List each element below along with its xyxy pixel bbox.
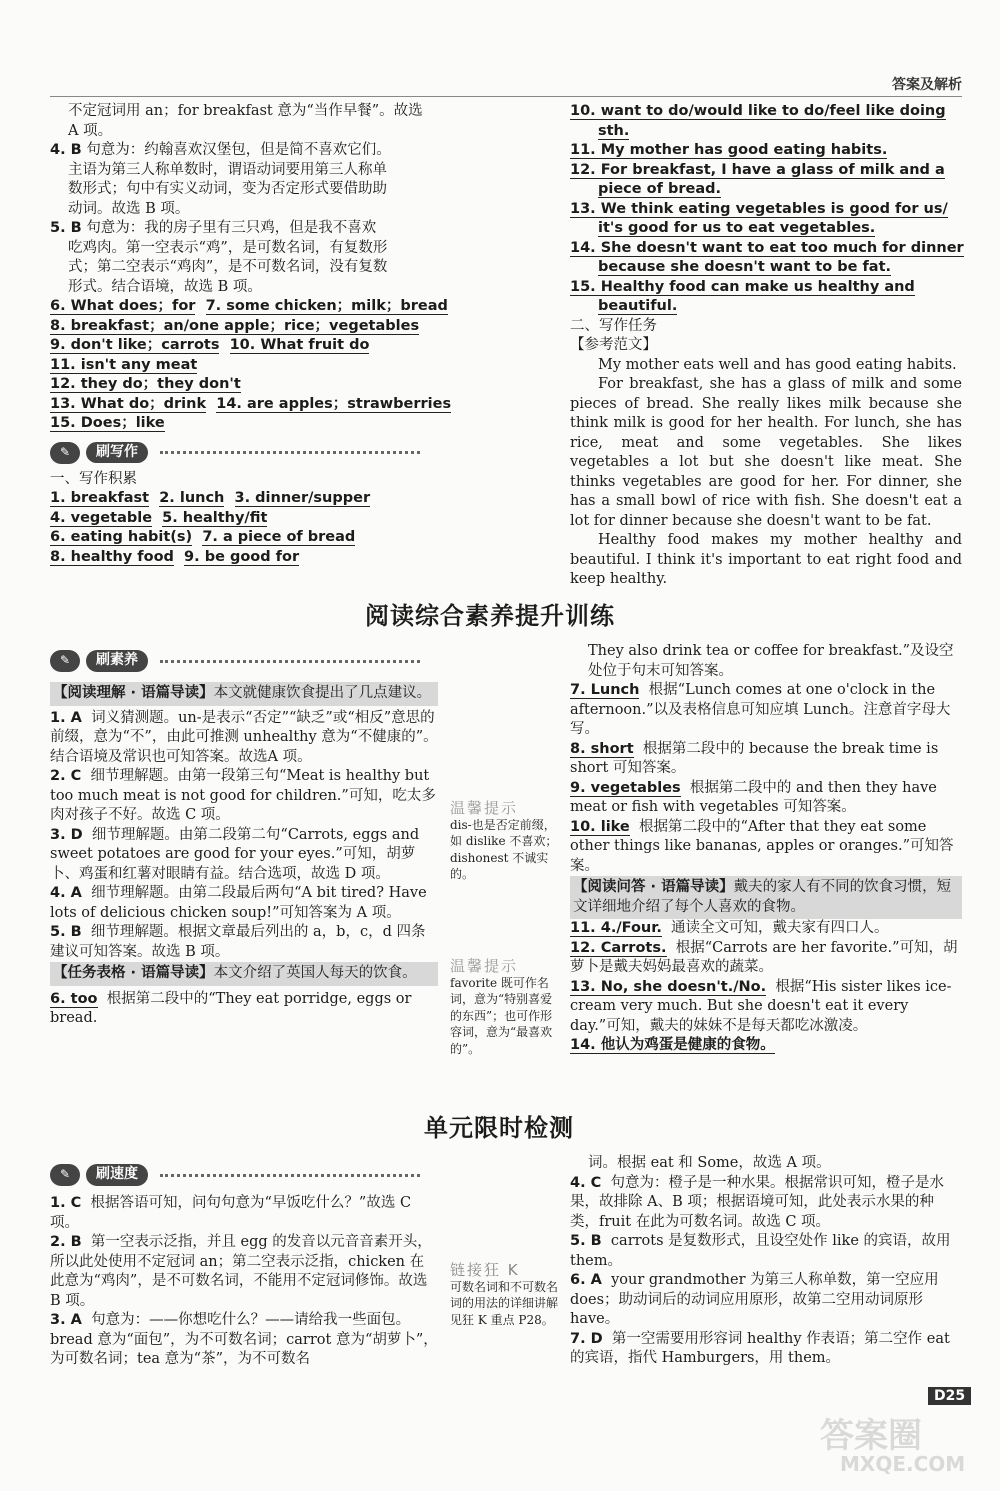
- answer-item: 11. 4./Four. 通读全文可知，戴夫家有四口人。: [570, 920, 889, 936]
- answer-item: 9. vegetables 根据第二段中的 and then they have meat or fish with vegetables 可知答案。: [570, 779, 937, 815]
- answer-item: 12. For breakfast, I have a glass of milk and a: [570, 161, 945, 178]
- answer-item: 13. No, she doesn't./No. 根据“His sister likes ice-cream very much. But she doesn't eat it every day.”可知，戴夫的妹妹不是每天都吃冰激凌。: [570, 978, 952, 1034]
- answer-text: 句意为：我的房子里有三只鸡，但是我不喜欢: [86, 220, 377, 236]
- answer-continuation: 词。根据 eat 和 Some，故选 A 项。: [588, 1155, 831, 1171]
- answer-text: 句意为：约翰喜欢汉堡包，但是简不喜欢它们。: [86, 142, 391, 158]
- writing-badge: [50, 442, 440, 464]
- section-title: 阅读综合素养提升训练: [365, 602, 615, 630]
- reference-essay: [570, 356, 962, 590]
- book-icon: ✎: [50, 442, 80, 464]
- answer-continuation: They also drink tea or coffee for breakfast.”及设空处位于句末可知答案。: [588, 643, 954, 679]
- answer-item: 2. C 细节理解题。由第一段第三句“Meat is healthy but too much meat is not good for children.”可知，吃太多肉对孩子不好。故选 C 项。: [50, 768, 436, 823]
- unit-left-column: [50, 1164, 438, 1370]
- tip-title: 温馨提示: [450, 799, 519, 817]
- answer-item: 14. She doesn't want to eat too much for dinner: [570, 239, 964, 256]
- tip-note: [450, 800, 558, 883]
- answer-item: 7. Lunch 根据“Lunch comes at one o'clock in the afternoon.”以及表格信息可知应填 Lunch。注意首字母大写。: [570, 682, 951, 737]
- tip-text: dis-也是否定前缀，如 dislike 不喜欢；dishonest 不诚实的。: [450, 817, 558, 881]
- reading-left-column: [50, 650, 438, 1029]
- top-right-column: [570, 102, 962, 590]
- answer-item: 1. A 词义猜测题。un-是表示“否定”“缺乏”或“相反”意思的前缀，意为“不”，由此可推测 unhealthy 意为“不健康的”。结合语境及常识也可知答案。故选A 项。: [50, 709, 438, 765]
- answer-item: 7. D 第一空需要用形容词 healthy 作表语；第二空作 eat 的宾语，指代 Hamburgers，用 them。: [570, 1330, 950, 1366]
- answer-text: 形式。结合语境，故选 B 项。: [68, 278, 262, 295]
- section-title: 单元限时检测: [424, 1114, 574, 1142]
- literacy-badge: [50, 650, 438, 672]
- answer-item: 4. vegetable 5. healthy/fit: [50, 509, 268, 526]
- answer-item: 14. 他认为鸡蛋是健康的食物。: [570, 1037, 775, 1053]
- answer-continuation: A 项。: [68, 122, 113, 139]
- answer-item: [50, 141, 440, 161]
- dotted-rule: [160, 660, 420, 663]
- answer-item: 9. don't like；carrots 10. What fruit do: [50, 337, 370, 353]
- answer-item: 6. What does；for 7. some chicken；milk；bread: [50, 298, 448, 314]
- answer-item: 6. too 根据第二段中的“They eat porridge, eggs or bread.: [50, 990, 412, 1026]
- badge-label: 刷速度: [86, 1164, 148, 1186]
- page-number: D25: [928, 1388, 971, 1404]
- answer-text: 动词。故选 B 项。: [68, 200, 190, 217]
- watermark-site: MXQE.COM: [840, 1452, 966, 1476]
- top-left-column: [50, 102, 452, 567]
- tip-text: 可数名词和不可数名词的用法的详细讲解见狂 K 重点 P28。: [450, 1279, 559, 1327]
- answer-item: 3. D 细节理解题。由第二段第二句“Carrots, eggs and sweet potatoes are good for your eyes.”可知，胡萝卜、鸡蛋和红薯对眼睛有益。结合选项，故选 D 项。: [50, 826, 420, 882]
- answer-item: because she doesn't want to be fat.: [598, 259, 892, 275]
- answer-item: sth.: [598, 122, 630, 139]
- answer-item: 13. We think eating vegetables is good for us/: [570, 200, 948, 217]
- section-heading: 二、写作任务: [570, 317, 657, 334]
- answer-item: 12. Carrots. 根据“Carrots are her favorite.”可知，胡萝卜是戴夫妈妈最喜欢的蔬菜。: [570, 939, 958, 975]
- unit-right-column: [570, 1154, 962, 1369]
- answer-item: 11. isn't any meat: [50, 356, 198, 373]
- book-icon: ✎: [50, 1164, 80, 1186]
- essay-paragraph: My mother eats well and has good eating habits.: [598, 356, 957, 373]
- passage-guide: 【任务表格 · 语篇导读】本文介绍了英国人每天的饮食。: [50, 962, 438, 986]
- answer-item: 10. like 根据第二段中的“After that they eat some other things like bananas, apples or oranges.”可知答案。: [570, 818, 954, 874]
- answer-item: 6. A your grandmother 为第三人称单数，第一空应用 does；助动词后的动词应用原形，故第二空用动词原形 have。: [570, 1272, 939, 1327]
- answer-item: 12. they do；they don't: [50, 376, 241, 392]
- tip-title: 链接狂 K: [450, 1261, 520, 1279]
- answer-item: 4. C 句意为：橙子是一种水果。根据常识可知，橙子是水果，故排除 A、B 项；根据语境可知，此处表示水果的种类，fruit 在此为可数名词。故选 C 项。: [570, 1174, 945, 1230]
- answer-item: 8. healthy food 9. be good for: [50, 548, 300, 565]
- answer-item: [50, 219, 440, 239]
- badge-label: 刷素养: [86, 650, 148, 672]
- answer-item: 1. breakfast 2. lunch 3. dinner/supper: [50, 490, 371, 506]
- answer-text: 主语为第三人称单数时，谓语动词要用第三人称单: [68, 161, 387, 178]
- answer-continuation: 不定冠词用 an；for breakfast 意为“当作早餐”。故选: [68, 103, 423, 119]
- answer-item: 10. want to do/would like to do/feel like doing: [570, 103, 946, 119]
- answer-item: piece of bread.: [598, 181, 722, 197]
- answer-item: 13. What do；drink 14. are apples；strawberries: [50, 395, 452, 412]
- answer-item: 5. B 细节理解题。根据文章最后列出的 a，b，c，d 四条建议可知答案。故选 B 项。: [50, 924, 426, 960]
- answer-number: 5. B: [50, 220, 82, 236]
- answer-item: 8. short 根据第二段中的 because the break time is short 可知答案。: [570, 740, 939, 776]
- answer-item: 3. A 句意为：——你想吃什么？——请给我一些面包。bread 意为“面包”，为不可数名词；carrot 意为“胡萝卜”，为可数名词；tea 意为“茶”，为不可数名: [50, 1312, 438, 1367]
- answer-item: beautiful.: [598, 298, 678, 314]
- dotted-rule: [160, 451, 420, 454]
- tip-title: 温馨提示: [450, 957, 519, 975]
- book-icon: ✎: [50, 650, 80, 672]
- section-heading: 一、写作积累: [50, 470, 137, 487]
- answer-item: 8. breakfast；an/one apple；rice；vegetables: [50, 317, 420, 334]
- dotted-rule: [160, 1174, 420, 1177]
- answer-text: 数形式；句中有实义动词，变为否定形式要借助助: [68, 181, 387, 197]
- passage-guide: 【阅读理解 · 语篇导读】本文就健康饮食提出了几点建议。: [50, 682, 438, 706]
- answer-text: 吃鸡肉。第一空表示“鸡”，是可数名词，有复数形: [68, 239, 388, 256]
- speed-badge: [50, 1164, 438, 1186]
- reading-right-column: [570, 642, 962, 1056]
- tip-text: favorite 既可作名词，意为“特别喜爱的东西”；也可作形容词，意为“最喜欢的”。: [450, 975, 553, 1056]
- answer-number: 4. B: [50, 142, 82, 158]
- answer-item: 11. My mother has good eating habits.: [570, 142, 888, 158]
- essay-paragraph: For breakfast, she has a glass of milk and some pieces of bread. She really likes milk because she think milk is good for her health. For lunch, she has rice, meat and some vegetables. She likes vegetables a lot but she doesn't like meat. She thinks vegetables are good for her. For dinner, she has a small bowl of rice with fish. She doesn't eat a lot for dinner because she doesn't want to be fat.: [570, 376, 962, 529]
- answer-item: 15. Does；like: [50, 415, 165, 431]
- reference-essay-label: 【参考范文】: [570, 337, 657, 353]
- running-header: 答案及解析: [892, 77, 962, 93]
- answer-item: 1. C 根据答语可知，问句句意为“早饭吃什么？”故选 C 项。: [50, 1195, 412, 1231]
- answer-text: 式；第二空表示“鸡肉”，是不可数名词，没有复数: [68, 259, 388, 275]
- essay-paragraph: Healthy food makes my mother healthy and beautiful. I think it's important to eat right food and keep healthy.: [570, 532, 962, 587]
- badge-label: 刷写作: [86, 442, 148, 464]
- answer-item: 5. B carrots 是复数形式，且设空处作 like 的宾语，故用 them。: [570, 1233, 951, 1269]
- answer-item: 6. eating habit(s) 7. a piece of bread: [50, 529, 356, 545]
- answer-item: 2. B 第一空表示泛指，并且 egg 的发音以元音音素开头，所以此处使用不定冠词 an；第二空表示泛指，chicken 在此意为“鸡肉”，是不可数名词，不能用不定冠词修饰。故选 B 项。: [50, 1234, 432, 1309]
- tip-note: [450, 958, 558, 1057]
- answer-item: 15. Healthy food can make us healthy and: [570, 278, 915, 295]
- passage-guide: 【阅读问答 · 语篇导读】戴夫的家人有不同的饮食习惯，短文详细地介绍了每个人喜欢的食物。: [570, 876, 962, 919]
- tip-note: [450, 1262, 558, 1328]
- answer-item: it's good for us to eat vegetables.: [598, 220, 876, 236]
- watermark-logo: 答案圈: [820, 1416, 922, 1456]
- answer-item: 4. A 细节理解题。由第二段最后两句“A bit tired? Have lots of delicious chicken soup!”可知答案为 A 项。: [50, 885, 427, 921]
- header-rule: [50, 96, 962, 97]
